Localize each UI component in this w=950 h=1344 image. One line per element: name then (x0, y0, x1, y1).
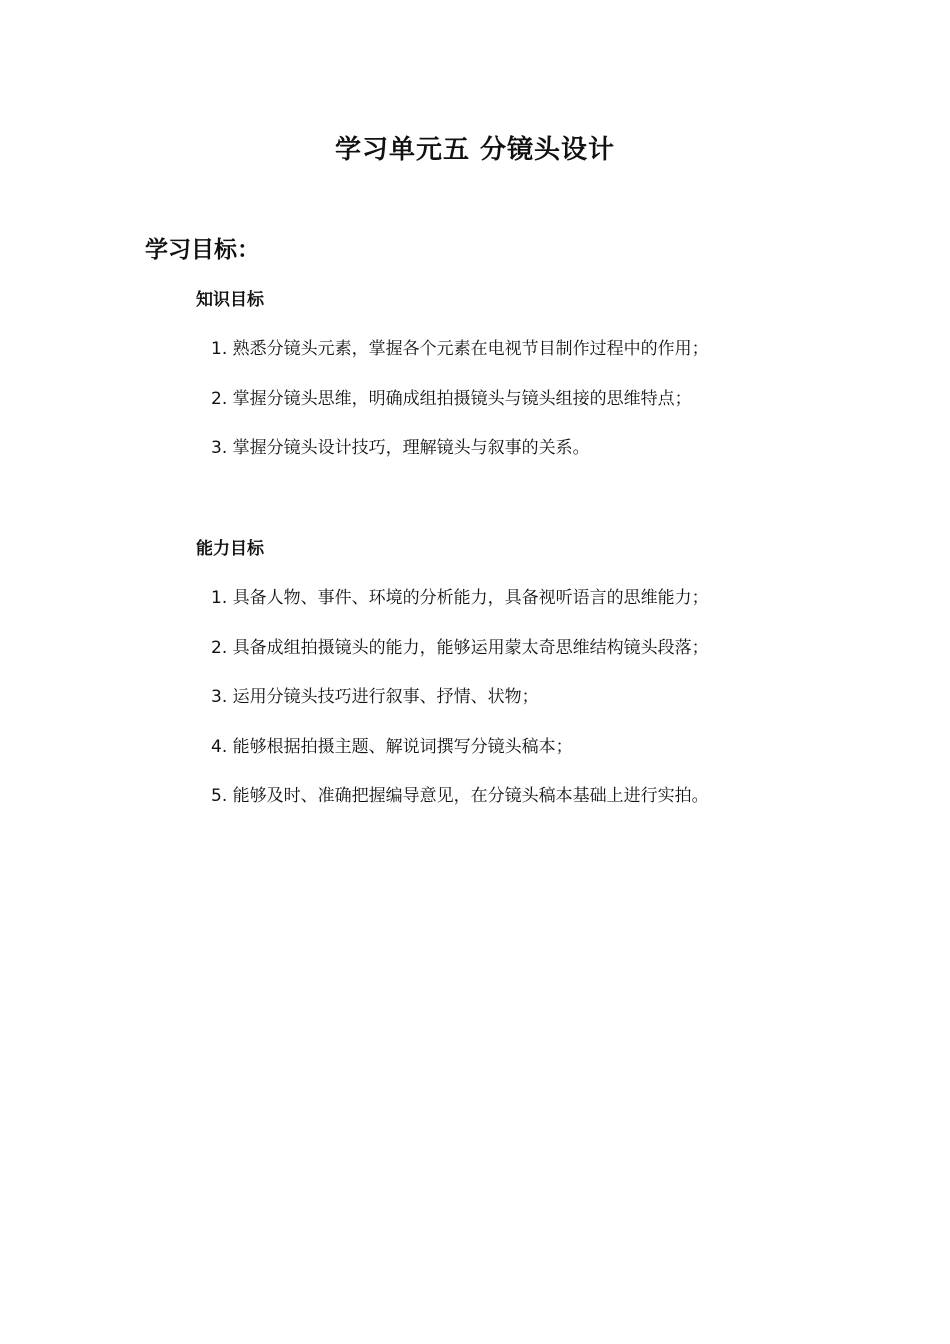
list-item-number: 3. (211, 438, 228, 458)
ability-objectives (196, 535, 709, 809)
list-item-number: 1. (211, 339, 228, 359)
list-item-number: 1. (211, 588, 228, 608)
list-item-number: 2. (211, 388, 228, 409)
list-item (211, 635, 709, 661)
list-item-text: 掌握分镜头设计技巧，理解镜头与叙事的关系。 (232, 438, 590, 458)
list-item-number: 5. (211, 786, 228, 806)
list-item-text: 具备成组拍摄镜头的能力，能够运用蒙太奇思维结构镜头段落； (232, 637, 709, 658)
list-item-text: 掌握分镜头思维，明确成组拍摄镜头与镜头组接的思维特点； (232, 388, 692, 409)
list-item-number: 4. (211, 736, 228, 757)
ability-objectives-title: 能力目标 (196, 539, 264, 559)
list-item (211, 684, 709, 710)
knowledge-objectives-list (196, 336, 709, 461)
list-item (211, 386, 709, 412)
list-item-number: 3. (211, 687, 228, 707)
list-item (211, 336, 709, 362)
knowledge-objectives-title: 知识目标 (196, 290, 264, 310)
list-item (211, 734, 709, 760)
list-item (211, 435, 709, 461)
section-heading-objectives: 学习目标： (145, 237, 260, 263)
list-item-text: 能够及时、准确把握编导意见，在分镜头稿本基础上进行实拍。 (232, 786, 709, 806)
list-item-text: 具备人物、事件、环境的分析能力，具备视听语言的思维能力； (232, 588, 709, 608)
list-item-text: 熟悉分镜头元素，掌握各个元素在电视节目制作过程中的作用； (232, 339, 709, 359)
list-item-number: 2. (211, 637, 228, 658)
list-item-text: 运用分镜头技巧进行叙事、抒情、状物； (232, 687, 539, 707)
knowledge-objectives (196, 286, 709, 461)
page-title: 学习单元五 分镜头设计 (334, 135, 616, 165)
list-item-text: 能够根据拍摄主题、解说词撰写分镜头稿本； (232, 736, 573, 757)
list-item (211, 783, 709, 809)
ability-objectives-list (196, 585, 709, 809)
list-item (211, 585, 709, 611)
